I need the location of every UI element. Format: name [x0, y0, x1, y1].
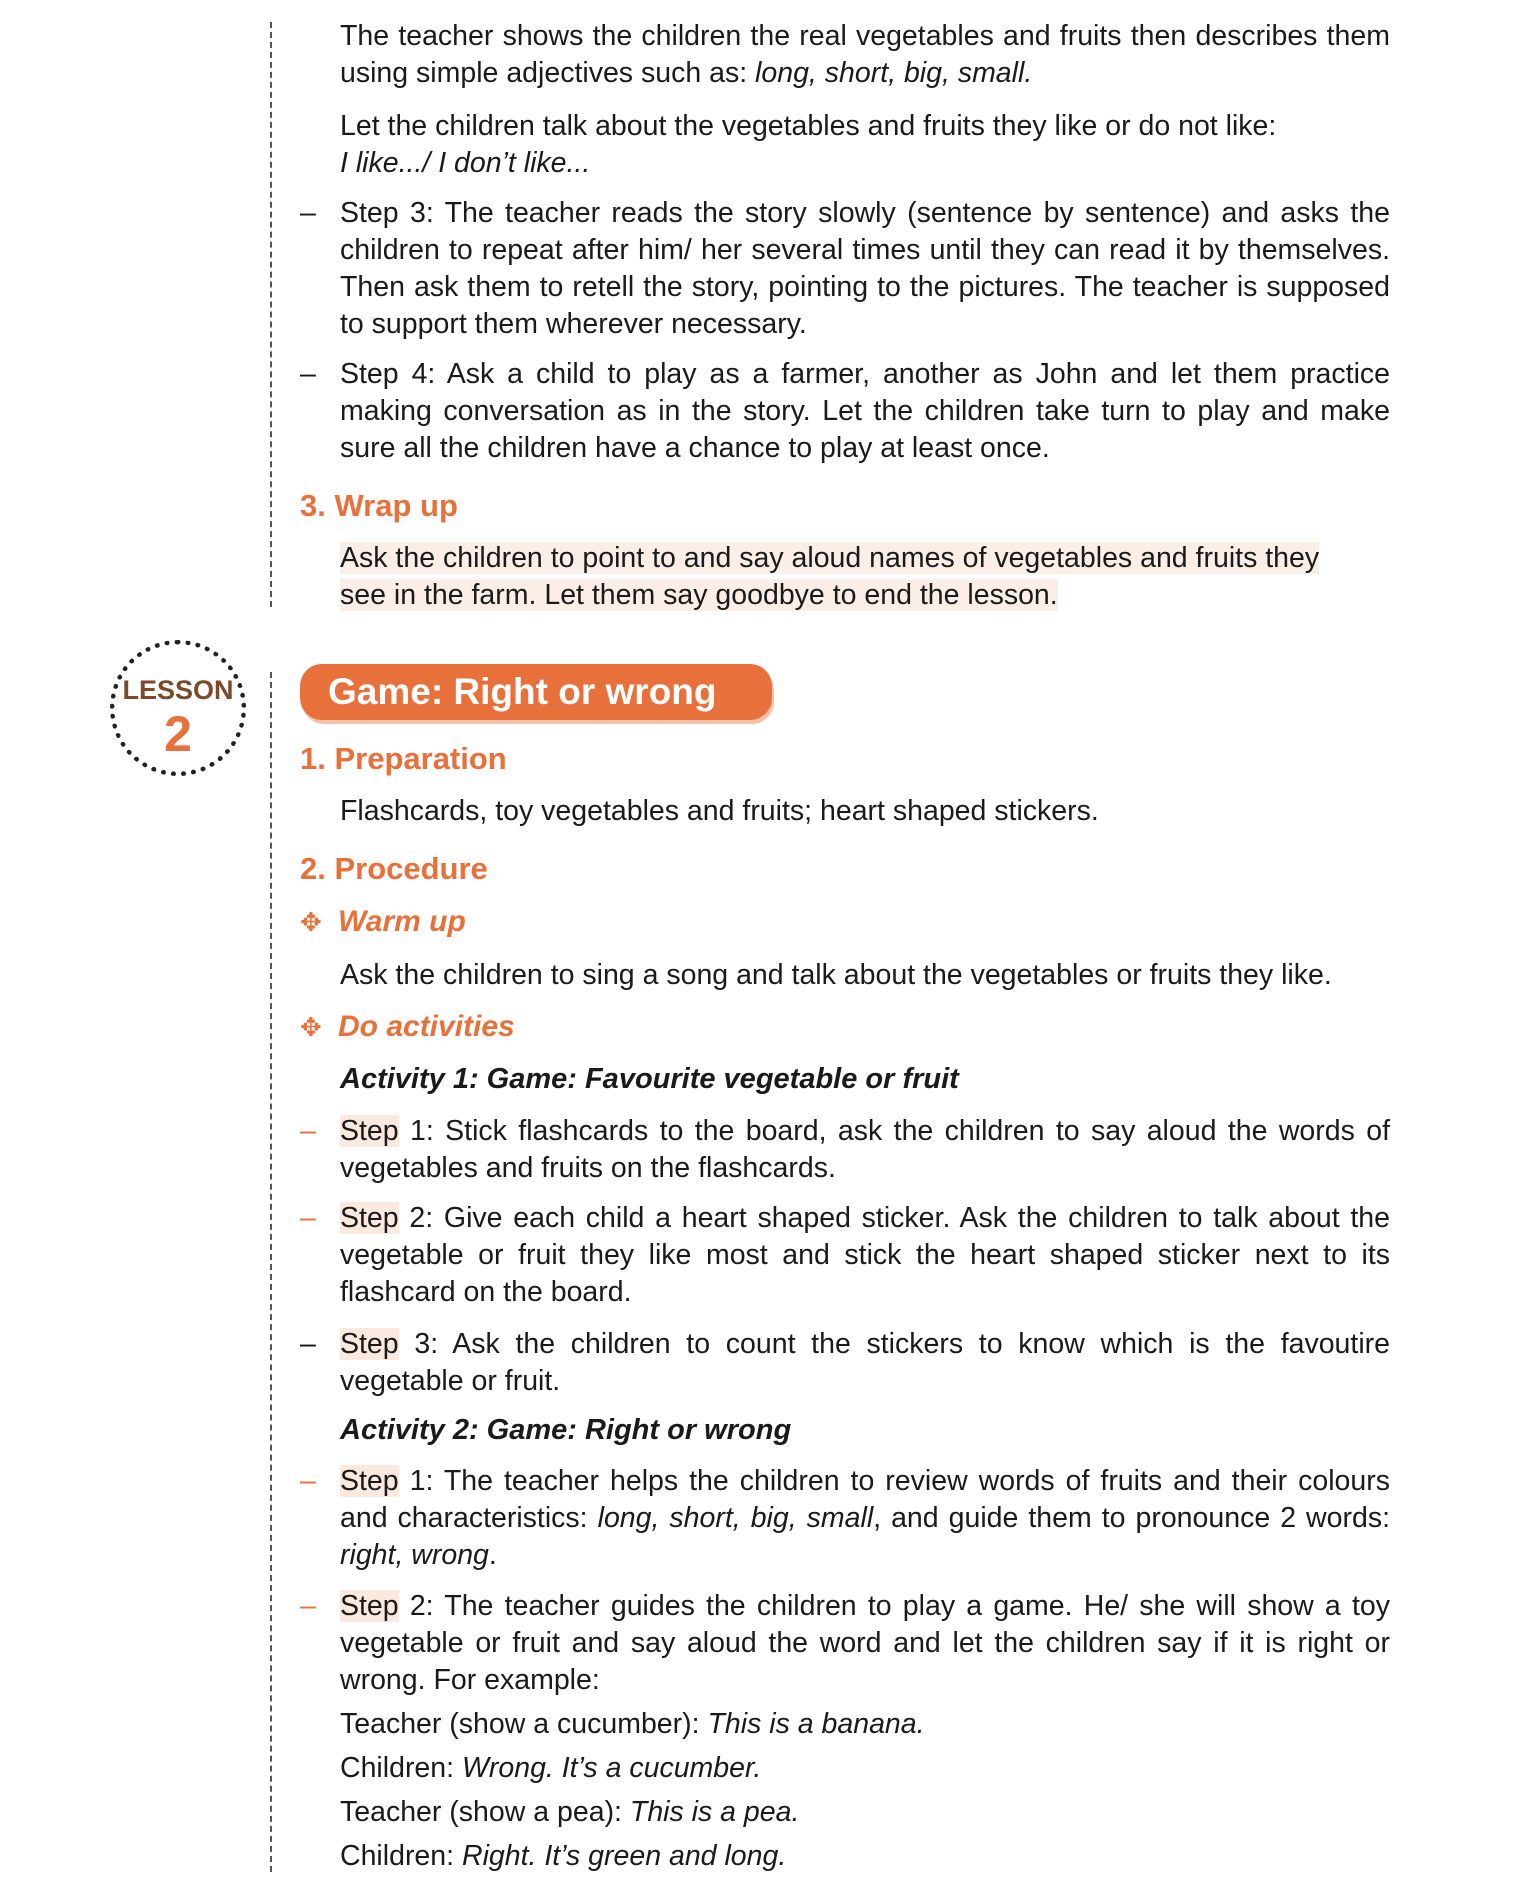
- do-activities-heading: ✥ Do activities: [300, 1008, 515, 1046]
- preparation-text: Flashcards, toy vegetables and fruits; heart shaped stickers.: [340, 795, 1099, 827]
- step4-paragraph: Step 4: Ask a child to play as a farmer, another as John and let them practice making conversation as in the story. Let the children take turn to play and make sure all the children have a chance to play at least once.: [340, 358, 1390, 464]
- margin-rule-top: [270, 22, 272, 607]
- step3-paragraph: Step 3: The teacher reads the story slowly (sentence by sentence) and asks the children to repeat after him/ her several times until they can read it by themselves. Then ask them to retell the story, pointing to the pictures. The teacher is supposed to support them wherever necessary.: [340, 197, 1390, 340]
- list-dash: –: [300, 197, 316, 229]
- diamond-bullet-icon: ✥: [300, 907, 322, 937]
- preparation-heading: 1. Preparation: [300, 741, 507, 776]
- dialog-line: Children: Wrong. It’s a cucumber.: [340, 1752, 762, 1784]
- warm-up-heading: ✥ Warm up: [300, 903, 466, 941]
- margin-rule-bottom: [270, 672, 272, 1872]
- intro-paragraph: The teacher shows the children the real vegetables and fruits then describes them using simple adjectives such as: long, short, big, small.: [340, 20, 1390, 89]
- list-dash: –: [300, 358, 316, 390]
- activity2-title: Activity 2: Game: Right or wrong: [340, 1414, 792, 1446]
- list-dash: –: [300, 1202, 316, 1234]
- list-dash: –: [300, 1328, 316, 1360]
- a1-step3: Step 3: Ask the children to count the stickers to know which is the favoutire vegetable or fruit.: [340, 1328, 1390, 1397]
- wrap-up-text: Ask the children to point to and say aloud names of vegetables and fruits they see in the farm. Let them say goodbye to end the lesson.: [340, 542, 1320, 611]
- dialog-line: Children: Right. It’s green and long.: [340, 1840, 787, 1872]
- activity1-title: Activity 1: Game: Favourite vegetable or fruit: [340, 1063, 959, 1095]
- dialog-line: Teacher (show a cucumber): This is a banana.: [340, 1708, 925, 1740]
- a2-step1: Step 1: The teacher helps the children to review words of fruits and their colours and characteristics: long, short, big, small, and guide them to pronounce 2 words: right, wrong.: [340, 1465, 1390, 1571]
- warm-up-text: Ask the children to sing a song and talk about the vegetables or fruits they like.: [340, 959, 1332, 991]
- procedure-heading: 2. Procedure: [300, 851, 488, 886]
- lesson-title: Game: Right or wrong: [300, 664, 772, 720]
- diamond-bullet-icon: ✥: [300, 1012, 322, 1042]
- lesson-badge-number: 2: [164, 706, 192, 762]
- like-paragraph: Let the children talk about the vegetables and fruits they like or do not like: I like.../ I don’t like...: [340, 110, 1277, 179]
- wrap-up-heading: 3. Wrap up: [300, 488, 458, 523]
- list-dash: –: [300, 1465, 316, 1497]
- a1-step2: Step 2: Give each child a heart shaped sticker. Ask the children to talk about the vegetable or fruit they like most and stick the heart shaped sticker next to its flashcard on the board.: [340, 1202, 1390, 1308]
- dialog-line: Teacher (show a pea): This is a pea.: [340, 1796, 800, 1828]
- a1-step1: Step 1: Stick flashcards to the board, ask the children to say aloud the words of vegetables and fruits on the flashcards.: [340, 1115, 1390, 1184]
- lesson-badge-word: LESSON: [122, 675, 234, 705]
- a2-step2: Step 2: The teacher guides the children to play a game. He/ she will show a toy vegetable or fruit and say aloud the word and let the children say if it is right or wrong. For example:: [340, 1590, 1390, 1696]
- list-dash: –: [300, 1590, 316, 1622]
- lesson-badge: [110, 640, 246, 776]
- list-dash: –: [300, 1115, 316, 1147]
